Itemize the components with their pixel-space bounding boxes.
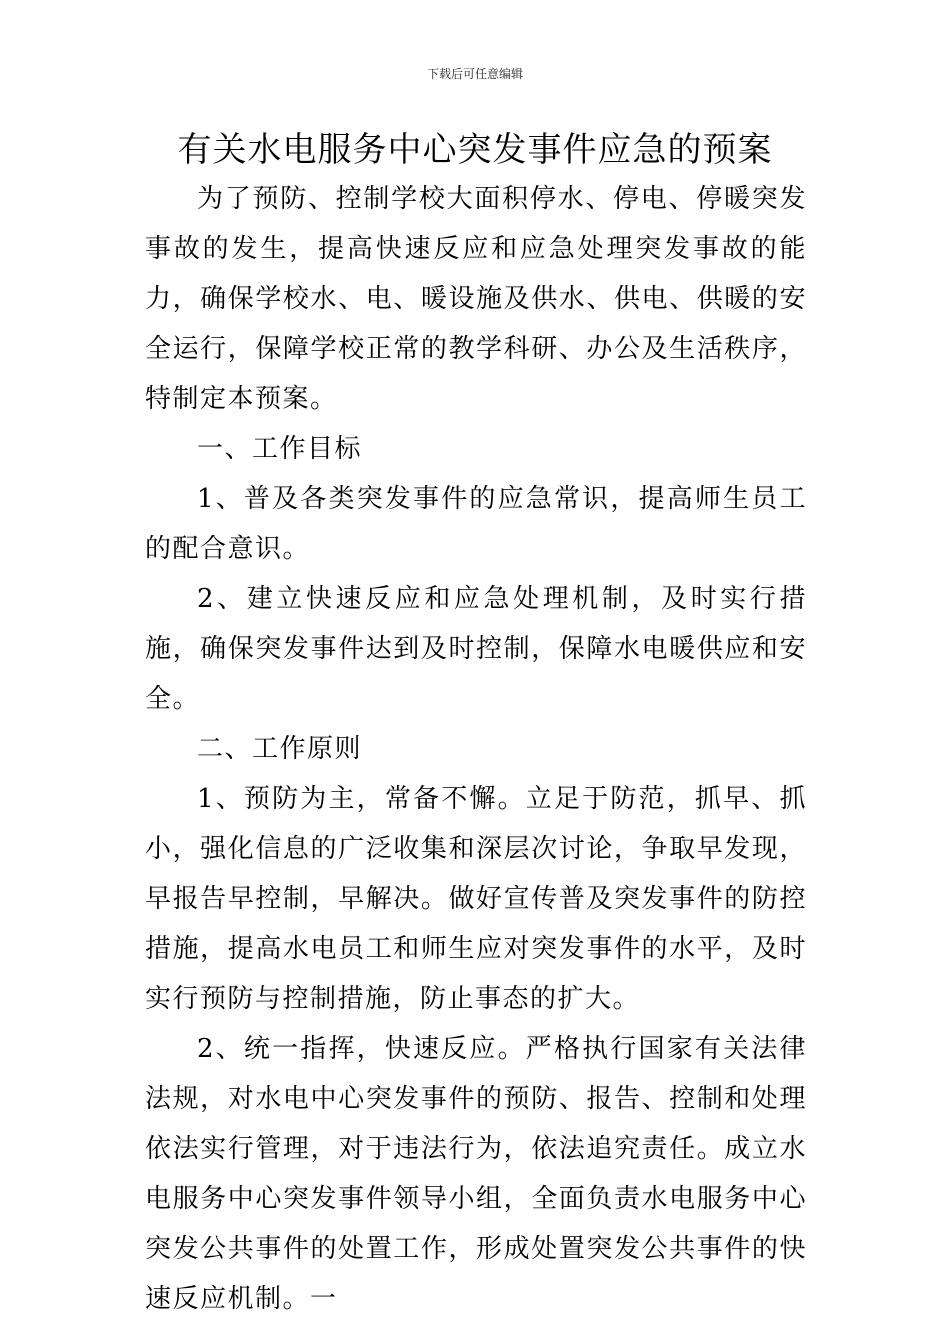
principle-item-1: 1、预防为主，常备不懈。立足于防范，抓早、抓小，强化信息的广泛收集和深层次讨论，争取早发现，早报告早控制，早解决。做好宣传普及突发事件的防控措施，提高水电员工和师生应对突发事件的水平，及时实行预防与控制措施，防止事态的扩大。 (145, 784, 807, 1014)
intro-paragraph: 为了预防、控制学校大面积停水、停电、停暖突发事故的发生，提高快速反应和应急处理突发事故的能力，确保学校水、电、暖设施及供水、供电、供暖的安全运行，保障学校正常的教学科研、办公及生活秩序，特制定本预案。 (145, 184, 807, 414)
document-body (145, 174, 807, 1324)
goal-item-2: 2、建立快速反应和应急处理机制，及时实行措施，确保突发事件达到及时控制，保障水电暖供应和安全。 (145, 584, 807, 714)
document-title: 有关水电服务中心突发事件应急的预案 (177, 130, 773, 170)
principle-item-2: 2、统一指挥，快速反应。严格执行国家有关法律法规，对水电中心突发事件的预防、报告、控制和处理依法实行管理，对于违法行为，依法追究责任。成立水电服务中心突发事件领导小组，全面负责水电服务中心突发公共事件的处置工作，形成处置突发公共事件的快速反应机制。一 (145, 1034, 807, 1314)
section-heading-goals: 一、工作目标 (197, 434, 363, 464)
goal-item-1: 1、普及各类突发事件的应急常识，提高师生员工的配合意识。 (145, 484, 807, 564)
section-heading-principles: 二、工作原则 (197, 734, 363, 764)
header-note: 下载后可任意编辑 (426, 67, 523, 81)
